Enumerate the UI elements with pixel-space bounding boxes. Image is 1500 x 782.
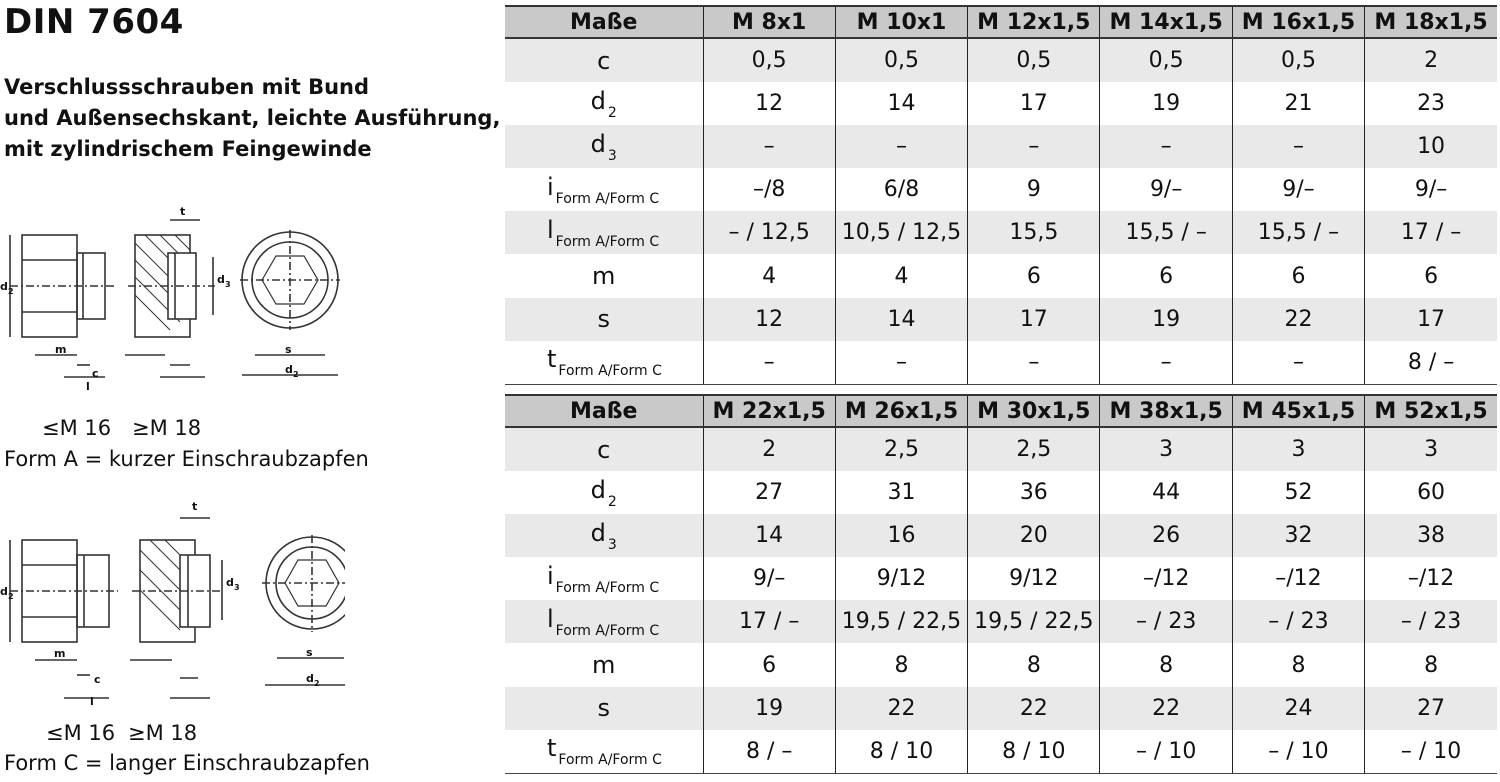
dim-label: 2	[8, 287, 14, 296]
value-cell: – / 23	[1365, 600, 1497, 643]
header-cell-size: M 16x1,5	[1232, 6, 1364, 38]
value-cell: 8	[1365, 643, 1497, 686]
dimension-symbol: m	[592, 262, 616, 291]
table-row	[505, 643, 1497, 686]
form-c-drawing	[0, 500, 345, 715]
value-cell: 8 / –	[703, 730, 835, 774]
value-cell: 8	[968, 643, 1100, 686]
dimension-subscript: 2	[607, 493, 617, 510]
table-row	[505, 687, 1497, 730]
dimension-symbol-cell	[505, 341, 703, 385]
dimension-subscript: Form A/Form C	[558, 752, 662, 769]
table-row	[505, 254, 1497, 297]
value-cell: – / 10	[1365, 730, 1497, 774]
dim-label: l	[86, 380, 90, 390]
value-cell: 2,5	[835, 427, 967, 471]
dimension-symbol: l	[547, 215, 554, 244]
value-cell: 6	[703, 643, 835, 686]
value-cell: 0,5	[1100, 38, 1232, 82]
value-cell: 24	[1232, 687, 1364, 730]
dimension-symbol: m	[592, 651, 616, 680]
dim-label: c	[92, 367, 99, 380]
dimension-symbol-cell	[505, 168, 703, 211]
value-cell: 6	[1100, 254, 1232, 297]
value-cell: –	[1100, 341, 1232, 385]
table-row	[505, 557, 1497, 600]
value-cell: 19	[1100, 82, 1232, 125]
value-cell: 19,5 / 22,5	[835, 600, 967, 643]
table-row	[505, 125, 1497, 168]
dim-label: d	[226, 576, 234, 589]
value-cell: 17 / –	[703, 600, 835, 643]
spec-table-2	[505, 394, 1497, 774]
dimension-symbol-cell	[505, 687, 703, 730]
value-cell: –	[1100, 125, 1232, 168]
dim-label: s	[306, 646, 313, 659]
dimension-symbol: d	[590, 475, 606, 504]
value-cell: 52	[1232, 471, 1364, 514]
value-cell: 22	[968, 687, 1100, 730]
value-cell: 44	[1100, 471, 1232, 514]
table-row	[505, 600, 1497, 643]
value-cell: 22	[1100, 687, 1232, 730]
dimension-symbol: i	[547, 172, 554, 201]
value-cell: –/8	[703, 168, 835, 211]
dimension-symbol-cell	[505, 38, 703, 82]
value-cell: 12	[703, 82, 835, 125]
value-cell: 10	[1365, 125, 1497, 168]
value-cell: 36	[968, 471, 1100, 514]
value-cell: 14	[703, 514, 835, 557]
dimension-symbol: c	[597, 435, 611, 464]
value-cell: 19,5 / 22,5	[968, 600, 1100, 643]
dim-label: d	[285, 363, 293, 376]
form-c-caption-small: ≤M 16	[46, 721, 116, 745]
page-title: DIN 7604	[4, 2, 184, 42]
value-cell: 60	[1365, 471, 1497, 514]
value-cell: 17 / –	[1365, 211, 1497, 254]
dimension-symbol: t	[547, 734, 557, 763]
value-cell: 22	[835, 687, 967, 730]
dimension-symbol: i	[547, 561, 554, 590]
value-cell: 2	[1365, 38, 1497, 82]
header-cell-label: Maße	[505, 6, 703, 38]
value-cell: 20	[968, 514, 1100, 557]
dimension-symbol: c	[597, 46, 611, 75]
dimension-subscript: Form A/Form C	[555, 233, 660, 250]
value-cell: –	[835, 125, 967, 168]
dimension-symbol-cell	[505, 471, 703, 514]
value-cell: 17	[968, 298, 1100, 341]
value-cell: 4	[835, 254, 967, 297]
dimension-symbol: s	[597, 694, 610, 723]
value-cell: 19	[1100, 298, 1232, 341]
header-cell-size: M 14x1,5	[1100, 6, 1232, 38]
value-cell: 0,5	[835, 38, 967, 82]
value-cell: –	[968, 125, 1100, 168]
value-cell: – / 10	[1232, 730, 1364, 774]
dim-label: 3	[234, 583, 240, 592]
subtitle	[4, 72, 500, 165]
table-row	[505, 514, 1497, 557]
value-cell: 14	[835, 298, 967, 341]
dimension-symbol-cell	[505, 557, 703, 600]
header-cell-size: M 45x1,5	[1232, 395, 1364, 427]
value-cell: 19	[703, 687, 835, 730]
value-cell: 17	[1365, 298, 1497, 341]
value-cell: –	[703, 125, 835, 168]
value-cell: 27	[1365, 687, 1497, 730]
value-cell: 8 / 10	[835, 730, 967, 774]
dim-label: 2	[8, 592, 14, 601]
table-header-row	[505, 395, 1497, 427]
value-cell: – / 23	[1232, 600, 1364, 643]
value-cell: 2	[703, 427, 835, 471]
value-cell: –	[703, 341, 835, 385]
dim-label: m	[54, 647, 66, 660]
value-cell: 32	[1232, 514, 1364, 557]
value-cell: 9/12	[835, 557, 967, 600]
dim-label: 2	[293, 370, 299, 379]
table-row	[505, 471, 1497, 514]
dim-label: s	[285, 343, 292, 356]
form-a-caption-small: ≤M 16	[42, 416, 112, 440]
dim-label: m	[55, 343, 67, 356]
form-c-caption-large: ≥M 18	[128, 721, 198, 745]
header-cell-label: Maße	[505, 395, 703, 427]
header-cell-size: M 30x1,5	[968, 395, 1100, 427]
header-cell-size: M 22x1,5	[703, 395, 835, 427]
value-cell: 15,5 / –	[1232, 211, 1364, 254]
dimension-symbol: d	[590, 129, 606, 158]
header-cell-size: M 10x1	[835, 6, 967, 38]
value-cell: –/12	[1365, 557, 1497, 600]
value-cell: 31	[835, 471, 967, 514]
form-c-label: Form C = langer Einschraubzapfen	[4, 751, 370, 775]
dimension-symbol-cell	[505, 427, 703, 471]
dimension-symbol-cell	[505, 82, 703, 125]
value-cell: 21	[1232, 82, 1364, 125]
value-cell: 4	[703, 254, 835, 297]
value-cell: –	[1232, 341, 1364, 385]
value-cell: 3	[1365, 427, 1497, 471]
dim-label: t	[180, 205, 186, 218]
value-cell: 9/–	[1232, 168, 1364, 211]
table-row	[505, 298, 1497, 341]
table-row	[505, 211, 1497, 254]
value-cell: 9/12	[968, 557, 1100, 600]
spec-table-1	[505, 5, 1497, 385]
value-cell: 8 / –	[1365, 341, 1497, 385]
value-cell: –	[1232, 125, 1364, 168]
table-row	[505, 168, 1497, 211]
dimension-symbol-cell	[505, 643, 703, 686]
value-cell: –	[835, 341, 967, 385]
dimension-symbol-cell	[505, 514, 703, 557]
value-cell: 8 / 10	[968, 730, 1100, 774]
value-cell: 9/–	[1100, 168, 1232, 211]
table-row	[505, 82, 1497, 125]
dim-label: d	[0, 585, 8, 598]
dim-label: d	[217, 273, 225, 286]
value-cell: –	[968, 341, 1100, 385]
value-cell: – / 10	[1100, 730, 1232, 774]
subtitle-line: und Außensechskant, leichte Ausführung,	[4, 106, 501, 130]
value-cell: 27	[703, 471, 835, 514]
value-cell: 6	[1232, 254, 1364, 297]
dimension-symbol: l	[547, 604, 554, 633]
table-row	[505, 730, 1497, 774]
table-row	[505, 341, 1497, 385]
dim-label: c	[94, 673, 101, 686]
value-cell: 0,5	[703, 38, 835, 82]
value-cell: 2,5	[968, 427, 1100, 471]
table-row	[505, 38, 1497, 82]
value-cell: 15,5 / –	[1100, 211, 1232, 254]
value-cell: – / 12,5	[703, 211, 835, 254]
value-cell: 9/–	[1365, 168, 1497, 211]
value-cell: 12	[703, 298, 835, 341]
dimension-symbol-cell	[505, 730, 703, 774]
dimension-subscript: 3	[607, 147, 617, 164]
value-cell: 8	[835, 643, 967, 686]
header-cell-size: M 12x1,5	[968, 6, 1100, 38]
value-cell: 3	[1232, 427, 1364, 471]
form-a-label: Form A = kurzer Einschraubzapfen	[4, 447, 369, 471]
form-a-technical-drawing	[0, 205, 345, 390]
form-a-caption-large: ≥M 18	[132, 416, 202, 440]
value-cell: 6/8	[835, 168, 967, 211]
value-cell: 15,5	[968, 211, 1100, 254]
dimension-symbol-cell	[505, 254, 703, 297]
dim-label: 3	[225, 280, 231, 289]
value-cell: 0,5	[1232, 38, 1364, 82]
value-cell: 26	[1100, 514, 1232, 557]
dimension-subscript: 2	[607, 104, 617, 121]
dim-label: t	[192, 500, 198, 513]
dimension-symbol: t	[547, 345, 557, 374]
dim-label: l	[90, 695, 94, 708]
value-cell: 3	[1100, 427, 1232, 471]
value-cell: 9	[968, 168, 1100, 211]
value-cell: 6	[968, 254, 1100, 297]
dimension-subscript: 3	[607, 536, 617, 553]
table-row	[505, 427, 1497, 471]
value-cell: 10,5 / 12,5	[835, 211, 967, 254]
form-c-technical-drawing	[0, 500, 345, 715]
dim-label: d	[0, 280, 8, 293]
table-header-row	[505, 6, 1497, 38]
value-cell: 8	[1232, 643, 1364, 686]
dimension-symbol-cell	[505, 211, 703, 254]
value-cell: 16	[835, 514, 967, 557]
header-cell-size: M 38x1,5	[1100, 395, 1232, 427]
header-cell-size: M 52x1,5	[1365, 395, 1497, 427]
dimension-symbol: d	[590, 518, 606, 547]
value-cell: 23	[1365, 82, 1497, 125]
header-cell-size: M 26x1,5	[835, 395, 967, 427]
dimension-subscript: Form A/Form C	[555, 190, 660, 207]
dimension-symbol: s	[597, 305, 610, 334]
dimension-symbol-cell	[505, 600, 703, 643]
value-cell: 17	[968, 82, 1100, 125]
dim-label: 2	[314, 679, 320, 688]
subtitle-line: mit zylindrischem Feingewinde	[4, 137, 372, 161]
value-cell: –/12	[1100, 557, 1232, 600]
dimension-subscript: Form A/Form C	[558, 363, 662, 380]
dimension-symbol-cell	[505, 298, 703, 341]
value-cell: 9/–	[703, 557, 835, 600]
subtitle-line: Verschlussschrauben mit Bund	[4, 75, 370, 99]
dimension-symbol-cell	[505, 125, 703, 168]
dimension-subscript: Form A/Form C	[555, 579, 660, 596]
dim-label: d	[306, 672, 314, 685]
value-cell: 22	[1232, 298, 1364, 341]
dimension-subscript: Form A/Form C	[555, 622, 660, 639]
value-cell: 38	[1365, 514, 1497, 557]
value-cell: 14	[835, 82, 967, 125]
value-cell: – / 23	[1100, 600, 1232, 643]
value-cell: –/12	[1232, 557, 1364, 600]
dimension-symbol: d	[590, 86, 606, 115]
value-cell: 6	[1365, 254, 1497, 297]
form-a-drawing	[0, 205, 345, 390]
value-cell: 8	[1100, 643, 1232, 686]
value-cell: 0,5	[968, 38, 1100, 82]
header-cell-size: M 8x1	[703, 6, 835, 38]
header-cell-size: M 18x1,5	[1365, 6, 1497, 38]
